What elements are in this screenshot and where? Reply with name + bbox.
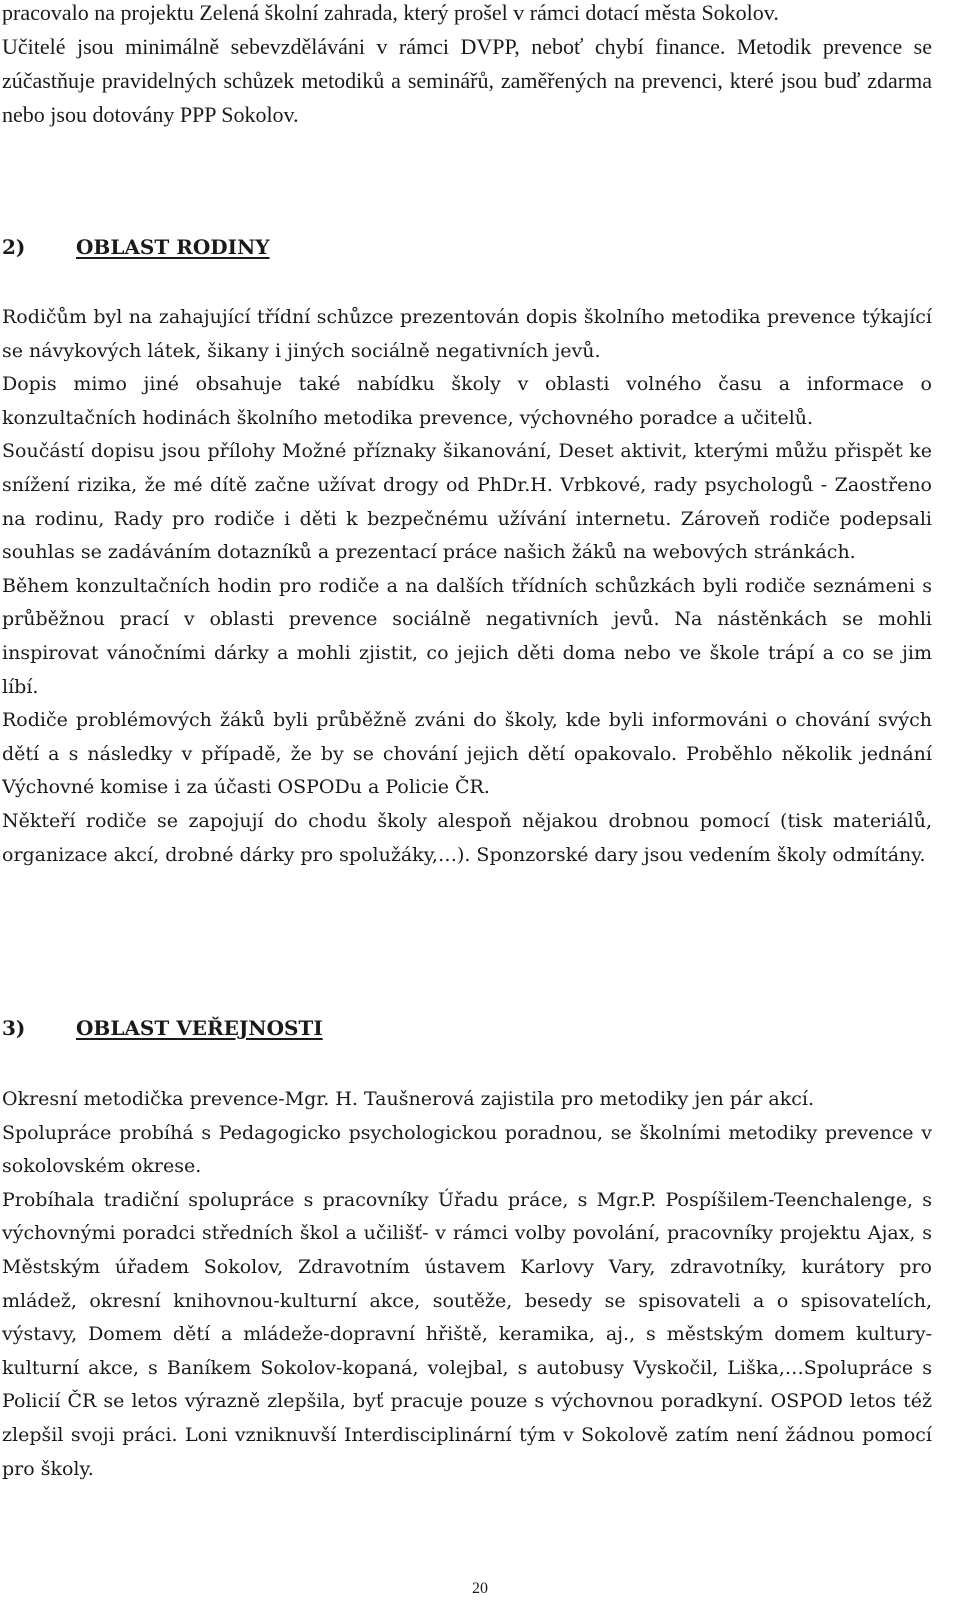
section-heading-verejnosti bbox=[2, 1016, 323, 1040]
paragraph: Během konzultačních hodin pro rodiče a na dalších třídních schůzkách byli rodiče seznámeni s průběžnou prací v oblasti prevence sociálně negativních jevů. Na nástěnkách se mohli inspirovat vánočními dárky a mohli zjistit, co jejich děti doma nebo ve škole trápí a co se jim líbí. bbox=[2, 574, 932, 698]
paragraph: Okresní metodička prevence-Mgr. H. Taušnerová zajistila pro metodiky jen pár akcí. bbox=[2, 1088, 814, 1110]
page-number: 20 bbox=[472, 1580, 488, 1597]
paragraph: Dopis mimo jiné obsahuje také nabídku školy v oblasti volného času a informace o konzultačních hodinách školního metodika prevence, výchovného poradce a učitelů. bbox=[2, 373, 932, 429]
section-number: 3) bbox=[2, 1016, 26, 1040]
paragraph: Součástí dopisu jsou přílohy Možné příznaky šikanování, Deset aktivit, kterými můžu přispět ke snížení rizika, že mé dítě začne užívat drogy od PhDr.H. Vrbkové, rady psychologů - Zaostřeno na rodinu, Rady pro rodiče i děti k bezpečnému užívání internetu. Zároveň rodiče podepsali souhlas se zadáváním dotazníků a prezentací práce našich žáků na webových stránkách. bbox=[2, 440, 932, 564]
section-heading-rodiny bbox=[2, 235, 270, 259]
section-body-rodiny bbox=[2, 301, 932, 872]
paragraph: Rodičům byl na zahajující třídní schůzce prezentován dopis školního metodika prevence týkající se návykových látek, šikany i jiných sociálně negativních jevů. bbox=[2, 306, 932, 362]
intro-paragraph: Učitelé jsou minimálně sebevzděláváni v rámci DVPP, neboť chybí finance. Metodik prevence se zúčastňuje pravidelných schůzek metodiků a seminářů, zaměřených na prevenci, které jsou buď zdarma nebo jsou dotovány PPP Sokolov. bbox=[2, 34, 932, 127]
paragraph: Probíhala tradiční spolupráce s pracovníky Úřadu práce, s Mgr.P. Pospíšilem-Teenchalenge, s výchovnými poradci středních škol a učilišť- v rámci volby povolání, pracovníky projektu Ajax, s Městským úřadem Sokolov, Zdravotním ústavem Karlovy Vary, zdravotníky, kurátory pro mládež, okresní knihovnou-kulturní akce, soutěže, besedy se spisovateli a o spisovatelích, výstavy, Domem dětí a mládeže-dopravní hřiště, keramika, aj., s městským domem kultury-kulturní akce, s Baníkem Sokolov-kopaná, volejbal, s autobusy Vyskočil, Liška,…Spolupráce s Policií ČR se letos výrazně zlepšila, byť pracuje pouze s výchovnou poradkyní. OSPOD letos též zlepšil svoji práci. Loni vzniknuvší Interdisciplinární tým v Sokolově zatím není žádnou pomocí pro školy. bbox=[2, 1188, 932, 1480]
intro-text bbox=[2, 0, 932, 132]
section-title: OBLAST VEŘEJNOSTI bbox=[76, 1016, 323, 1040]
section-title: OBLAST RODINY bbox=[76, 235, 270, 259]
section-number: 2) bbox=[2, 235, 26, 259]
paragraph: Spolupráce probíhá s Pedagogicko psychologickou poradnou, se školními metodiky prevence v sokolovském okrese. bbox=[2, 1121, 932, 1178]
paragraph: Rodiče problémových žáků byli průběžně zváni do školy, kde byli informováni o chování svých dětí a s následky v případě, že by se chování jejich dětí opakovalo. Proběhlo několik jednání Výchovné komise i za účasti OSPODu a Policie ČR. bbox=[2, 709, 932, 799]
section-body-verejnosti bbox=[2, 1083, 932, 1486]
paragraph: Někteří rodiče se zapojují do chodu školy alespoň nějakou drobnou pomocí (tisk materiálů, organizace akcí, drobné dárky pro spolužáky,…). Sponzorské dary jsou vedením školy odmítány. bbox=[2, 809, 932, 866]
intro-paragraph: pracovalo na projektu Zelená školní zahrada, který prošel v rámci dotací města Sokolov. bbox=[2, 0, 779, 25]
